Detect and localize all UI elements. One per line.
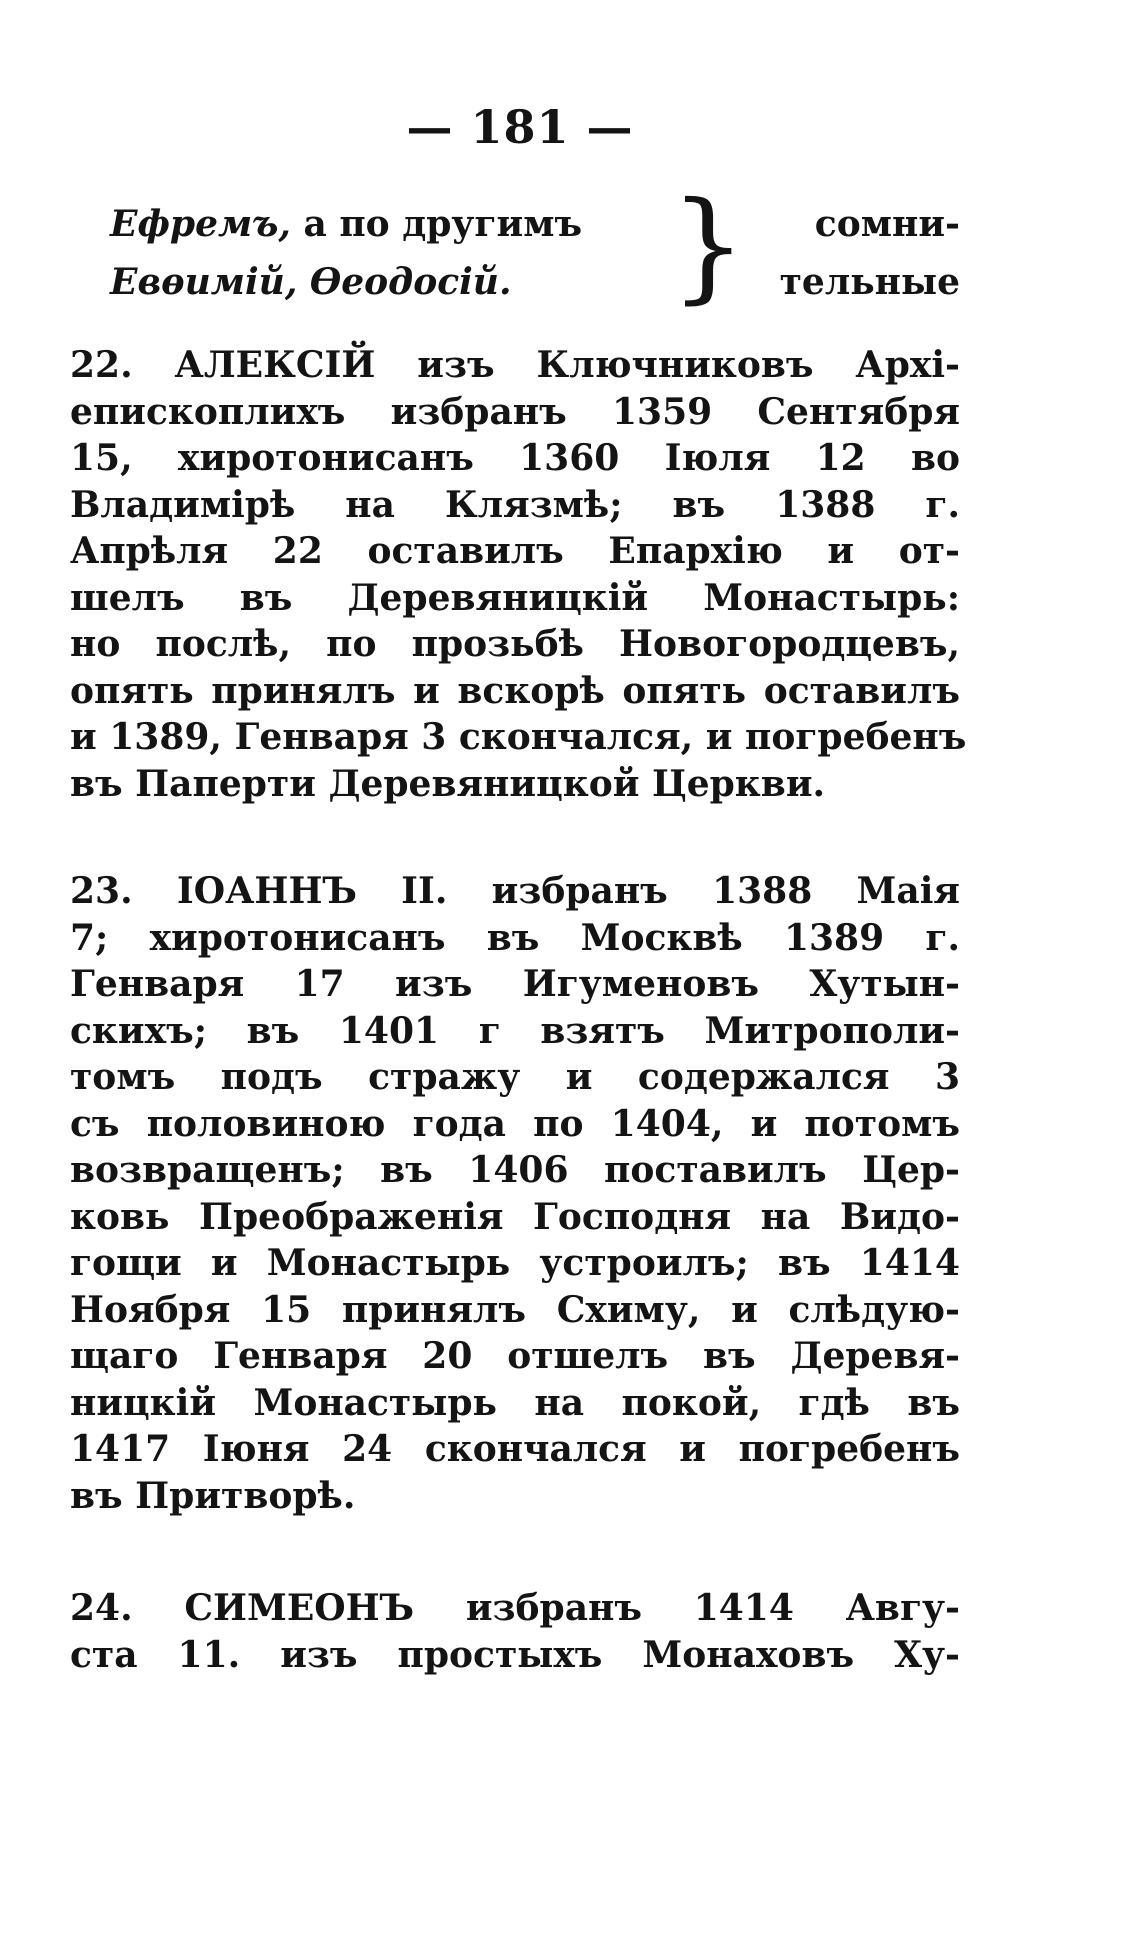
- text-line: гощи и Монастырь устроилъ; въ 1414: [70, 1242, 960, 1284]
- paragraph-24: [70, 1585, 960, 1678]
- text-line: 1417 Іюня 24 скончался и погребенъ: [70, 1428, 960, 1470]
- text-line: щаго Генваря 20 отшелъ въ Деревя-: [70, 1335, 960, 1377]
- text-line: Ноября 15 принялъ Схиму, и слѣдую-: [70, 1288, 960, 1331]
- text-line: 7; хиротонисанъ въ Москвѣ 1389 г.: [70, 916, 960, 959]
- text-line: опять принялъ и вскорѣ опять оставилъ: [70, 669, 960, 712]
- paragraph-22: [70, 342, 967, 807]
- text-line: Владимірѣ на Клязмѣ; въ 1388 г.: [70, 483, 960, 526]
- header-names-alt: Евѳимій, Ѳеодосій.: [110, 261, 512, 303]
- text-line: возвращенъ; въ 1406 поставилъ Цер-: [70, 1149, 960, 1191]
- text-line: 24. СИМЕОНЪ избранъ 1414 Авгу-: [70, 1587, 960, 1629]
- text-line: скихъ; въ 1401 г взятъ Митрополи-: [70, 1009, 960, 1052]
- text-line: Генваря 17 изъ Игуменовъ Хутын-: [70, 963, 960, 1005]
- text-line: и 1389, Генваря 3 скончался, и погребенъ: [70, 716, 967, 758]
- header-doubtful: [780, 195, 960, 311]
- paragraph-23: [70, 868, 960, 1519]
- text-line: въ Притворѣ.: [70, 1474, 356, 1517]
- text-line: съ половиною года по 1404, и потомъ: [70, 1102, 960, 1145]
- text-line: но послѣ, по прозьбѣ Новогородцевъ,: [70, 623, 960, 665]
- header-names: [110, 195, 582, 311]
- text-line: ста 11. изъ простыхъ Монаховъ Ху-: [70, 1633, 960, 1676]
- header-note: [70, 177, 960, 316]
- page-number: — 181 —: [406, 100, 634, 154]
- text-line: Апрѣля 22 оставилъ Епархію и от-: [70, 530, 960, 572]
- text-line: епископлихъ избранъ 1359 Сентября: [70, 390, 960, 433]
- curly-brace-icon: }: [670, 177, 747, 316]
- header-phrase: а по другимъ: [303, 203, 583, 245]
- text-line: ницкій Монастырь на покой, гдѣ въ: [70, 1381, 960, 1424]
- header-name-efrem: Ефремъ,: [110, 203, 291, 245]
- text-line: 23. ІОАННЪ II. избранъ 1388 Маія: [70, 870, 960, 912]
- text-line: въ Паперти Деревяницкой Церкви.: [70, 762, 826, 805]
- header-right-line-1: сомни-: [814, 203, 960, 245]
- text-line: 15, хиротонисанъ 1360 Іюля 12 во: [70, 437, 960, 479]
- header-line-2: [110, 253, 582, 311]
- header-right-line-2: тельные: [779, 261, 960, 303]
- text-line: ковь Преображенія Господня на Видо-: [70, 1195, 960, 1238]
- text-line: 22. АЛЕКСІЙ изъ Ключниковъ Архі-: [70, 344, 960, 386]
- header-line-1: [110, 195, 582, 253]
- text-line: шелъ въ Деревяницкій Монастырь:: [70, 576, 960, 619]
- text-line: томъ подъ стражу и содержался 3: [70, 1056, 960, 1098]
